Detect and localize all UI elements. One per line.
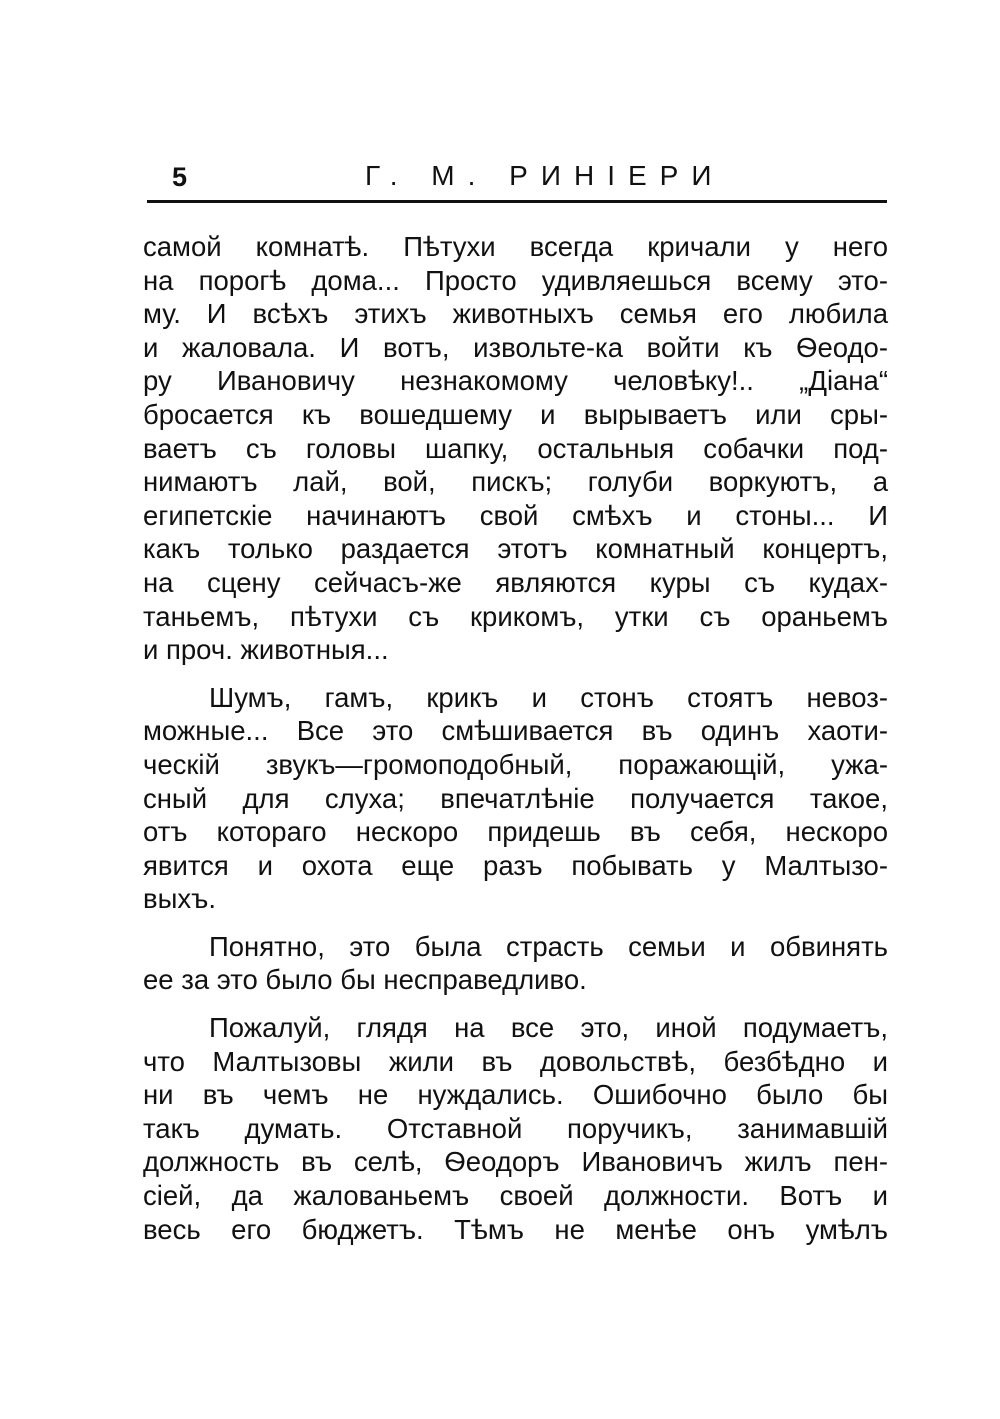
paragraph-2 — [143, 681, 888, 916]
paragraph-1 — [143, 230, 888, 667]
text-line: ру Ивановичу незнакомому человѣку!.. „Діана“ — [143, 365, 888, 397]
text-line: ваетъ съ головы шапку, остальныя собачки под- — [143, 432, 888, 464]
paragraph-gap — [143, 997, 888, 1011]
paragraph-gap — [143, 916, 888, 930]
paragraph-gap — [143, 667, 888, 681]
text-line: сіей, да жалованьемъ своей должности. Вотъ и — [143, 1180, 888, 1212]
text-line: должность въ селѣ, Ѳеодоръ Ивановичъ жилъ пен- — [143, 1146, 888, 1178]
text-line: явится и охота еще разъ побывать у Малтызо- — [143, 849, 888, 881]
text-line: египетскіе начинаютъ свой смѣхъ и стоны... И — [143, 499, 888, 531]
page-header — [147, 160, 887, 200]
text-line: ни въ чемъ не нуждались. Ошибочно было бы — [143, 1079, 888, 1111]
page-number: 5 — [172, 162, 188, 192]
body-text — [143, 230, 888, 1246]
text-line: что Малтызовы жили въ довольствѣ, безбѣдно и — [143, 1045, 888, 1077]
text-line: таньемъ, пѣтухи съ крикомъ, утки съ ораньемъ — [143, 600, 888, 632]
running-title: Г. М. РИНІЕРИ — [365, 160, 725, 191]
text-line: выхъ. — [143, 883, 216, 915]
text-line: Понятно, это была страсть семьи и обвинять — [209, 930, 888, 962]
text-line: ее за это было бы несправедливо. — [143, 964, 587, 996]
header-rule — [147, 200, 887, 203]
text-line: какъ только раздается этотъ комнатный концертъ, — [143, 533, 888, 565]
text-line: сный для слуха; впечатлѣніе получается такое, — [143, 782, 888, 814]
text-line: Шумъ, гамъ, крикъ и стонъ стоятъ невоз- — [209, 681, 888, 713]
text-line: можные... Все это смѣшивается въ одинъ хаоти- — [143, 715, 888, 747]
text-line: ческій звукъ—громоподобный, поражающій, ужа- — [143, 748, 888, 780]
paragraph-3 — [143, 930, 888, 997]
text-line: бросается къ вошедшему и вырываетъ или сры- — [143, 398, 888, 430]
text-line: и жаловала. И вотъ, извольте-ка войти къ Ѳеодо- — [143, 331, 888, 363]
text-line: такъ думать. Отставной поручикъ, занимавшій — [143, 1112, 888, 1144]
text-line: Пожалуй, глядя на все это, иной подумаетъ, — [209, 1012, 888, 1044]
text-line: отъ котораго нескоро придешь въ себя, нескоро — [143, 816, 888, 848]
text-line: весь его бюджетъ. Тѣмъ не менѣе онъ умѣлъ — [143, 1213, 888, 1245]
text-line: нимаютъ лай, вой, пискъ; голуби воркуютъ, а — [143, 466, 888, 498]
text-line: му. И всѣхъ этихъ животныхъ семья его любила — [143, 298, 888, 330]
text-line: на порогѣ дома... Просто удивляешься всему это- — [143, 264, 888, 296]
text-line: на сцену сейчасъ-же являются куры съ кудах- — [143, 566, 888, 598]
text-line: самой комнатѣ. Пѣтухи всегда кричали у него — [143, 231, 888, 262]
text-line: и проч. животныя... — [143, 634, 389, 666]
paragraph-4 — [143, 1011, 888, 1246]
